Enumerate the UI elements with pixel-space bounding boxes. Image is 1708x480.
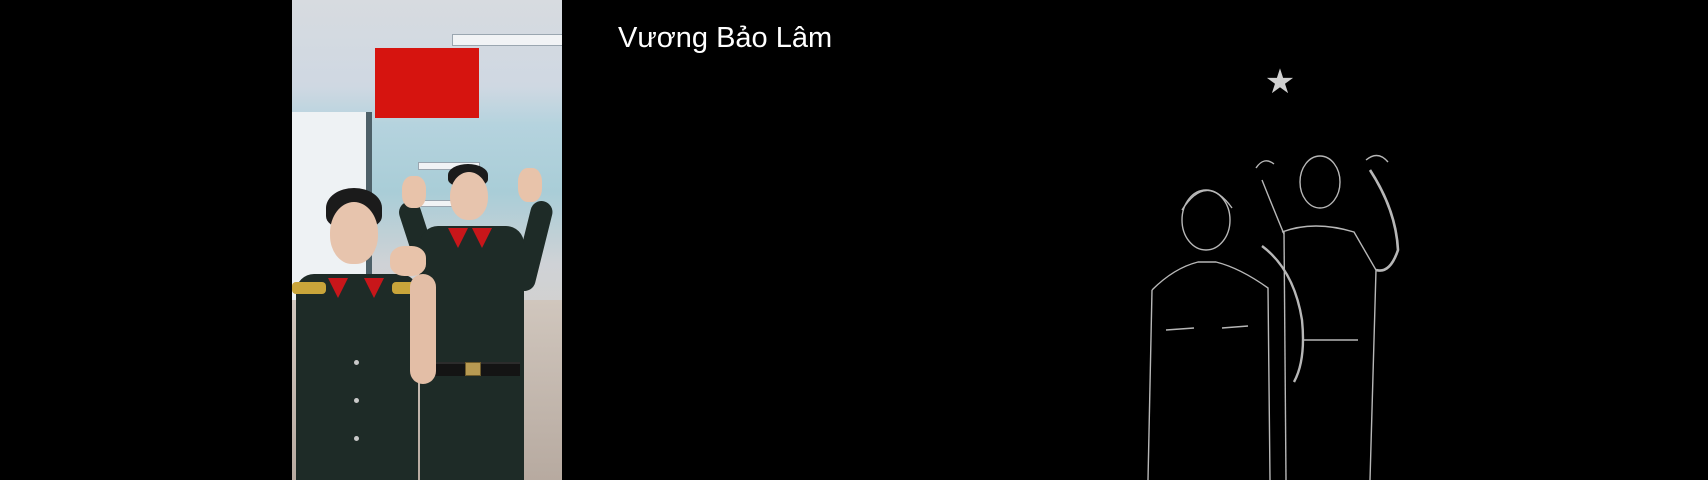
- woman-collar-left: [328, 278, 348, 298]
- edge-woman-left-side: [1148, 290, 1152, 480]
- uniform-button: [354, 360, 359, 365]
- video-panel-original: [292, 0, 562, 480]
- woman-torso: [296, 274, 418, 480]
- uniform-button: [354, 398, 359, 403]
- edge-man-left-side: [1284, 232, 1286, 480]
- edge-silhouette: [1144, 150, 1418, 480]
- woman-head: [330, 202, 378, 264]
- edge-woman-pocket-left: [1166, 328, 1194, 330]
- edge-woman-body: [1152, 262, 1270, 480]
- video-panel-edges: [1144, 150, 1418, 480]
- woman-epaulette-left: [292, 282, 326, 294]
- man-collar-right: [472, 228, 492, 248]
- man-left-hand: [402, 176, 426, 208]
- edge-man-left-arm: [1262, 180, 1284, 234]
- man-buckle: [465, 362, 481, 376]
- edge-woman-head: [1182, 190, 1230, 250]
- woman-right-arm: [410, 274, 436, 384]
- woman-hand: [390, 246, 426, 276]
- red-flag-overlay: [375, 48, 479, 118]
- man-head: [450, 172, 488, 220]
- man-right-hand: [518, 168, 542, 202]
- video-title: Vương Bảo Lâm: [618, 22, 833, 54]
- edge-man-head: [1300, 156, 1340, 208]
- edge-man-left-hand: [1256, 161, 1274, 168]
- man-collar-left: [448, 228, 468, 248]
- ceiling-light: [452, 34, 562, 46]
- edge-man-body: [1282, 226, 1376, 480]
- edge-man-right-arm: [1370, 170, 1398, 271]
- uniform-button: [354, 436, 359, 441]
- star-icon: ★: [1264, 62, 1296, 102]
- edge-man-right-hand: [1366, 155, 1388, 162]
- woman-collar-right: [364, 278, 384, 298]
- edge-woman-pocket-right: [1222, 326, 1248, 328]
